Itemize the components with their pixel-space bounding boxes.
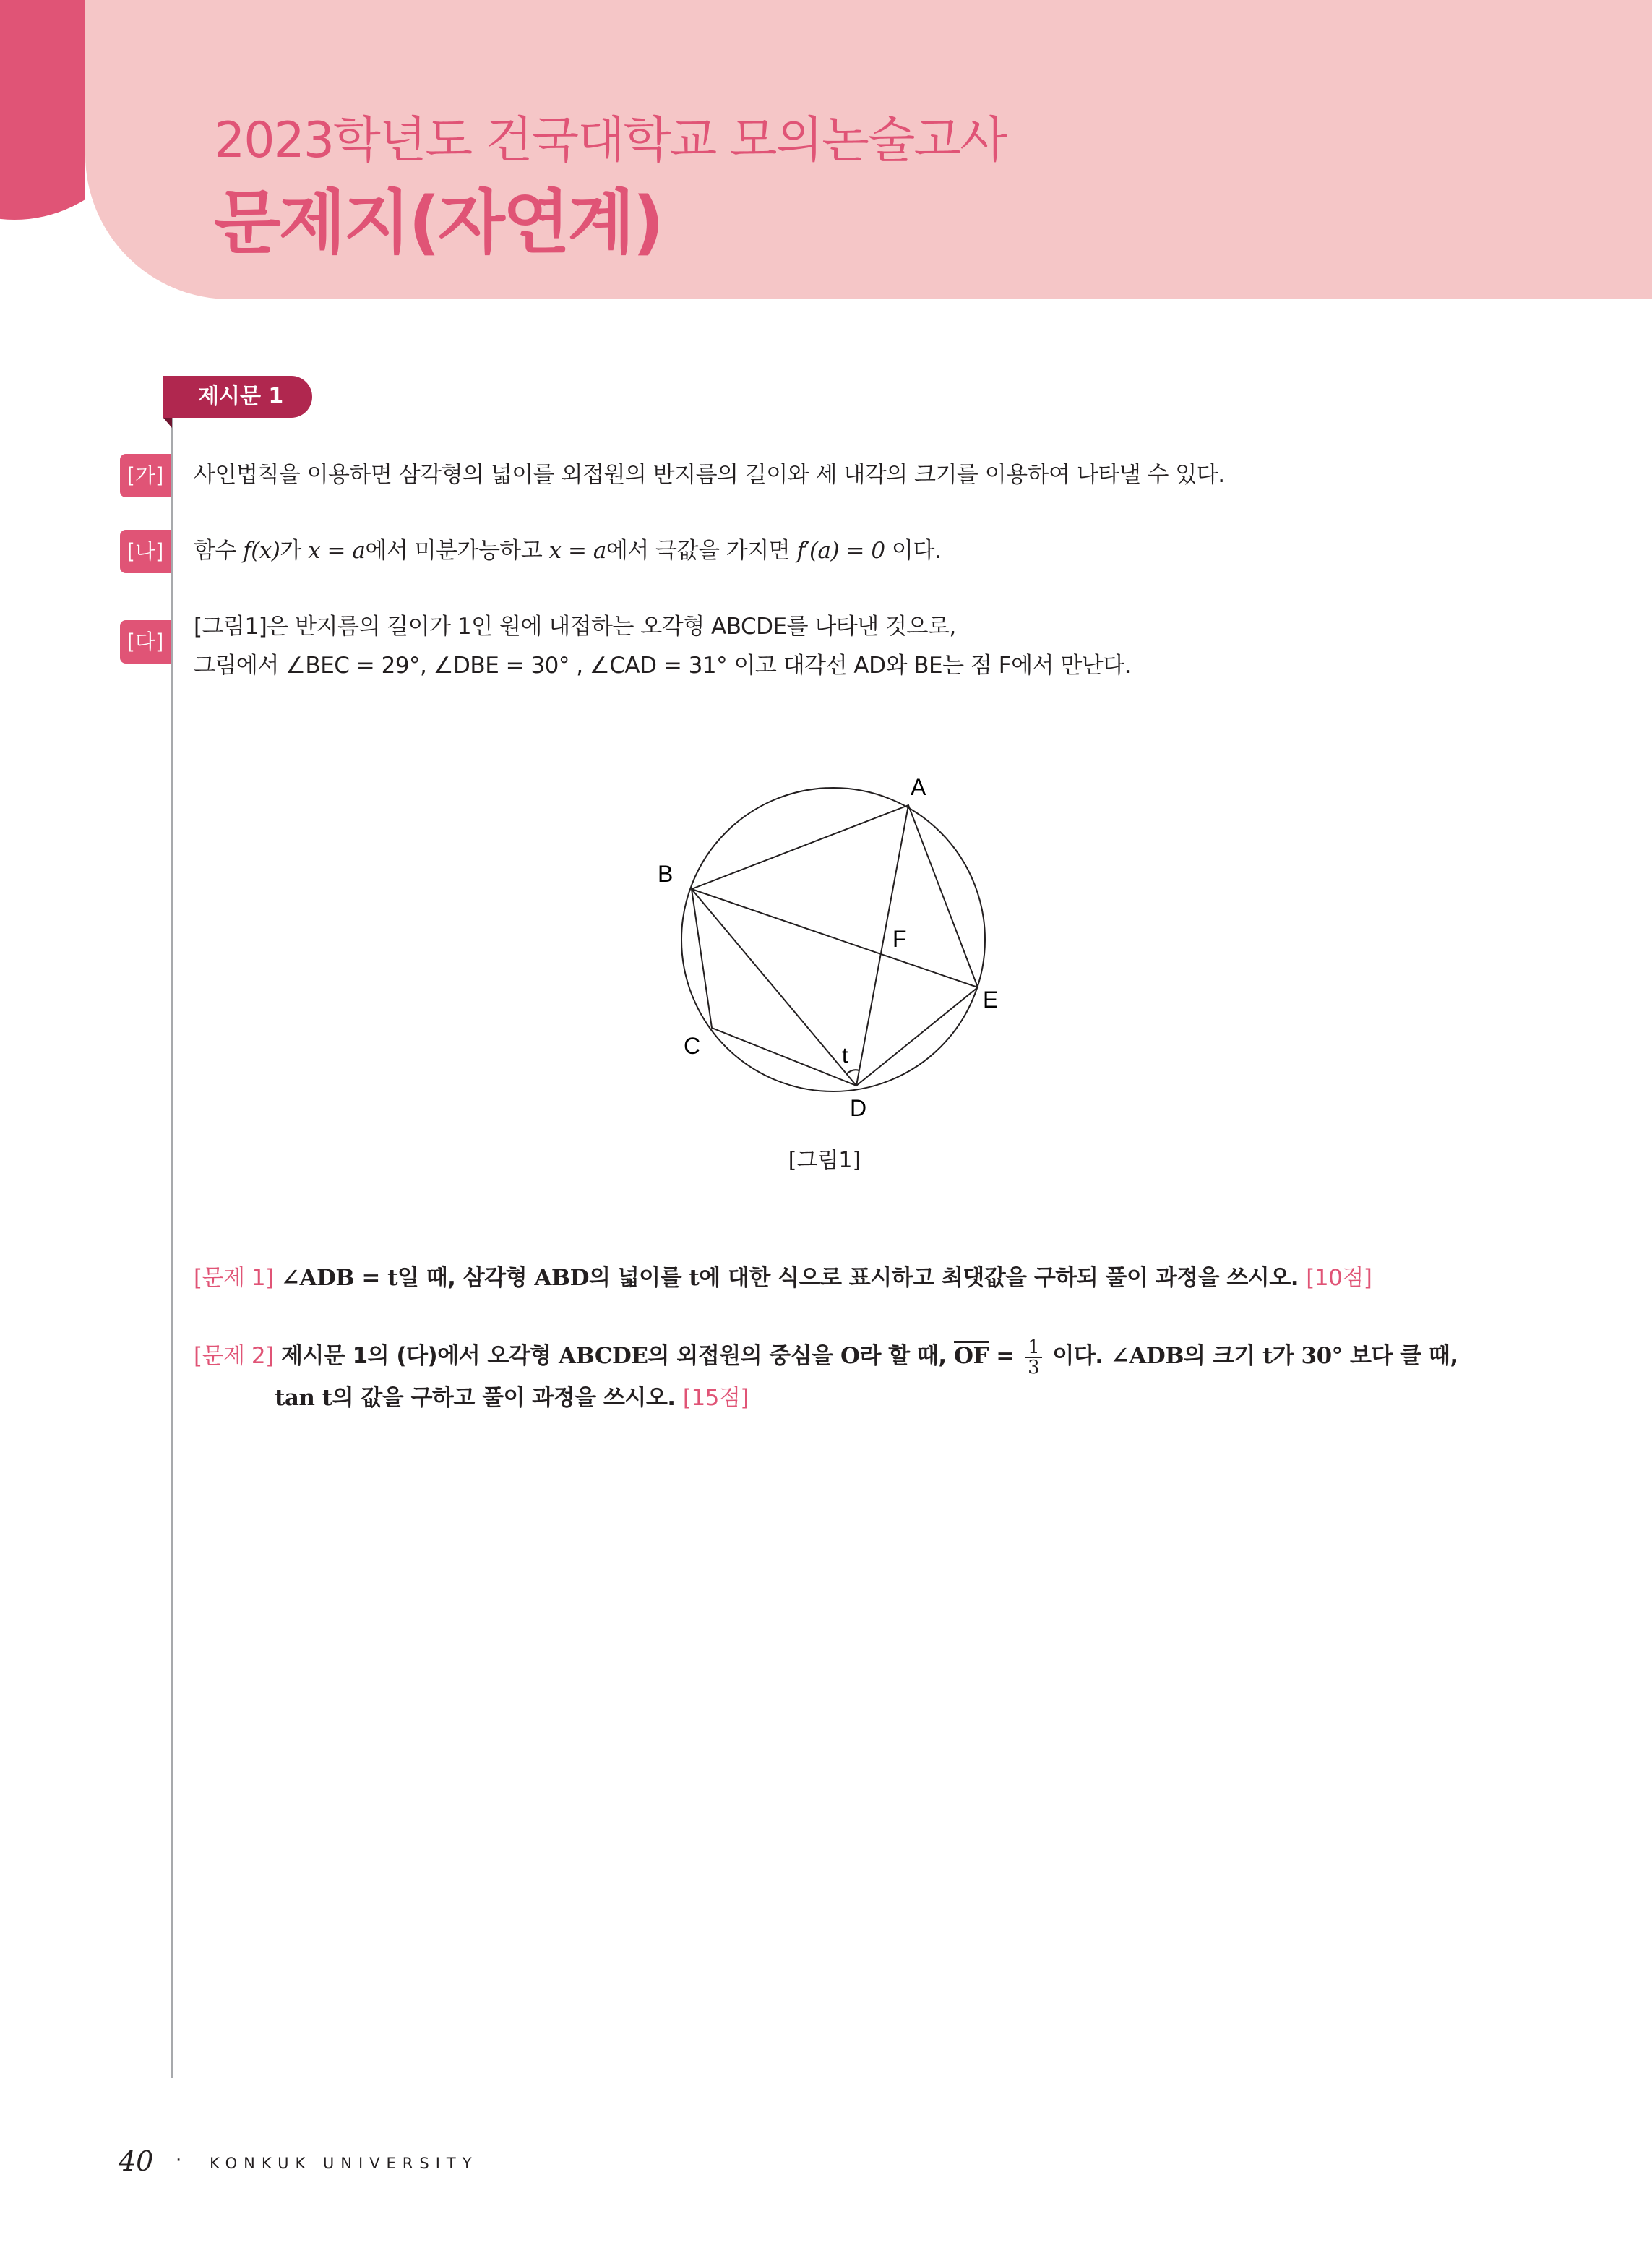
point-d-label: D xyxy=(850,1095,867,1121)
point-f-label: F xyxy=(892,926,907,952)
passage-ga-text: 사인법칙을 이용하면 삼각형의 넓이를 외접원의 반지름의 길이와 세 내각의 크기를 이용하여 나타낼 수 있다. xyxy=(194,462,1225,488)
footer-separator: · xyxy=(176,2150,182,2171)
corner-decoration xyxy=(0,0,85,220)
question-2-label: [문제 2] xyxy=(194,1343,274,1369)
question-1-label: [문제 1] xyxy=(194,1265,274,1291)
passage-da-line1: [그림1]은 반지름의 길이가 1인 원에 내접하는 오각형 ABCDE를 나타낸 것으로, xyxy=(194,614,956,640)
figure-caption: [그림1] xyxy=(788,1148,861,1173)
diagonal-bd xyxy=(692,889,856,1086)
passage-da-line2: 그림에서 ∠BEC = 29°, ∠DBE = 30° , ∠CAD = 31° 이고 대각선 AD와 BE는 점 F에서 만난다. xyxy=(194,653,1132,679)
pentagon xyxy=(692,805,978,1086)
footer-university: KONKUK UNIVERSITY xyxy=(210,2155,478,2172)
label-na: [나] xyxy=(120,530,171,573)
margin-line xyxy=(171,416,173,2078)
angle-t-label: t xyxy=(842,1044,848,1068)
question-2-line2: tan t의 값을 구하고 풀이 과정을 쓰시오. [15점] xyxy=(275,1385,749,1411)
point-a-label: A xyxy=(911,774,926,800)
question-2-score: [15점] xyxy=(682,1385,749,1411)
question-2: [문제 2] 제시문 1의 (다)에서 오각형 ABCDE의 외접원의 중심을 O라 할 때, $\overline{OF}$ = $\frac{1}{3}$ 이다. ∠ADB의 크기 t가 30° 보다 클 때, xyxy=(194,1336,1458,1378)
passage-tag: 제시문 1 xyxy=(163,376,312,418)
label-ga: [가] xyxy=(120,454,171,497)
point-e-label: E xyxy=(983,987,999,1013)
question-1-score: [10점] xyxy=(1306,1265,1372,1291)
fraction-one-third: $\frac{1}{3}$ xyxy=(1025,1338,1042,1377)
point-c-label: C xyxy=(684,1033,701,1059)
question-1: [문제 1] ∠ADB = t일 때, 삼각형 ABD의 넓이를 t에 대한 식으로 표시하고 최댓값을 구하되 풀이 과정을 쓰시오. [10점] xyxy=(194,1265,1372,1291)
pentagon-figure xyxy=(636,759,1012,1135)
exam-title: 문제지(자연계) xyxy=(214,182,663,263)
passage-na-text: 함수 f(x)가 x = a에서 미분가능하고 x = a에서 극값을 가지면 f′(a) = 0 이다. xyxy=(194,538,942,564)
point-b-label: B xyxy=(658,861,674,887)
circumcircle xyxy=(681,788,985,1091)
angle-t-arc xyxy=(846,1070,859,1074)
exam-subtitle: 2023학년도 건국대학교 모의논술고사 xyxy=(214,112,1006,169)
page-number: 40 xyxy=(119,2145,154,2177)
diagonal-be xyxy=(692,889,978,987)
header xyxy=(0,0,1652,299)
label-da: [다] xyxy=(120,620,171,664)
